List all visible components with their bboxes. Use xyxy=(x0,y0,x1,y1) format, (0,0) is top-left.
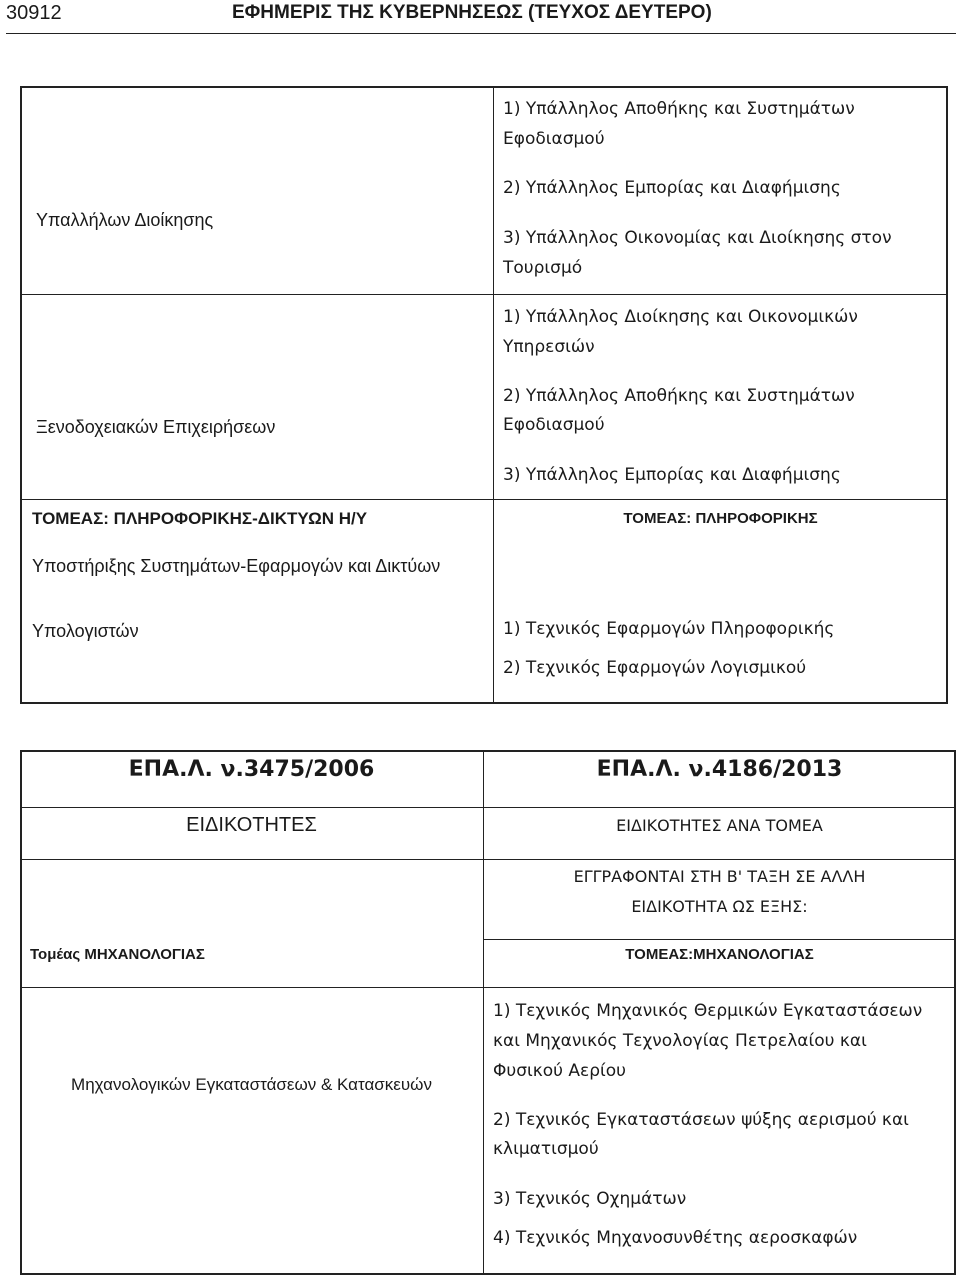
specialty-option: Εφοδιασμού xyxy=(503,415,605,435)
specialty-name: Υποστήριξης Συστημάτων-Εφαρμογών και Δικτύων xyxy=(32,556,441,576)
sector-heading: ΤΟΜΕΑΣ:ΜΗΧΑΝΟΛΟΓΙΑΣ xyxy=(625,946,814,963)
law-heading: ΕΠΑ.Λ. ν.3475/2006 xyxy=(128,757,375,782)
specialty-name: Υπολογιστών xyxy=(32,621,139,641)
specialty-name: Ξενοδοχειακών Επιχειρήσεων xyxy=(36,417,276,437)
table2-row-divider xyxy=(20,859,956,860)
specialty-option: κλιματισμού xyxy=(493,1139,599,1159)
specialty-option: 2) Τεχνικός Εφαρμογών Λογισμικού xyxy=(503,658,807,678)
table1-row-divider xyxy=(20,294,948,295)
specialty-option: 2) Υπάλληλος Εμπορίας και Διαφήμισης xyxy=(503,178,841,198)
law-heading: ΕΠΑ.Λ. ν.4186/2013 xyxy=(596,757,843,782)
enrollment-note: ΕΓΓΡΑΦΟΝΤΑΙ ΣΤΗ Β' ΤΑΞΗ ΣΕ ΑΛΛΗ xyxy=(573,867,866,886)
sector-heading: ΤΟΜΕΑΣ: ΠΛΗΡΟΦΟΡΙΚΗΣ-ΔΙΚΤΥΩΝ Η/Υ xyxy=(32,509,368,528)
specialty-option: και Μηχανικός Τεχνολογίας Πετρελαίου και xyxy=(493,1031,867,1051)
table2-row-divider xyxy=(20,807,956,808)
table1-column-divider xyxy=(493,86,494,704)
specialty-option: 3) Τεχνικός Οχημάτων xyxy=(493,1189,687,1209)
header-rule xyxy=(6,33,956,34)
specialty-option: 2) Υπάλληλος Αποθήκης και Συστημάτων xyxy=(503,386,855,406)
specialty-option: Τουρισμό xyxy=(503,258,583,278)
specialty-name: Μηχανολογικών Εγκαταστάσεων & Κατασκευών xyxy=(71,1075,432,1094)
column-heading: ΕΙΔΙΚΟΤΗΤΕΣ ΑΝΑ ΤΟΜΕΑ xyxy=(616,816,823,835)
gazette-title: ΕΦΗΜΕΡΙΣ ΤΗΣ ΚΥΒΕΡΝΗΣΕΩΣ (ΤΕΥΧΟΣ ΔΕΥΤΕΡΟ) xyxy=(232,2,712,23)
specialty-option: 4) Τεχνικός Μηχανοσυνθέτης αεροσκαφών xyxy=(493,1228,858,1248)
specialty-option: 1) Υπάλληλος Διοίκησης και Οικονομικών xyxy=(503,307,858,327)
table2-row-divider xyxy=(20,987,956,988)
specialty-option: 1) Τεχνικός Μηχανικός Θερμικών Εγκαταστάσεων xyxy=(493,1001,923,1021)
specialty-option: 1) Υπάλληλος Αποθήκης και Συστημάτων xyxy=(503,99,855,119)
specialty-option: 3) Υπάλληλος Εμπορίας και Διαφήμισης xyxy=(503,465,841,485)
specialty-option: 3) Υπάλληλος Οικονομίας και Διοίκησης στον xyxy=(503,228,892,248)
specialty-option: Φυσικού Αερίου xyxy=(493,1061,627,1081)
table2-row-divider xyxy=(483,939,956,940)
specialty-option: Υπηρεσιών xyxy=(503,337,595,357)
specialty-option: Εφοδιασμού xyxy=(503,129,605,149)
column-heading: ΕΙΔΙΚΟΤΗΤΕΣ xyxy=(186,814,317,836)
sector-heading: Τομέας ΜΗΧΑΝΟΛΟΓΙΑΣ xyxy=(30,946,205,963)
page-number: 30912 xyxy=(6,2,62,24)
sector-heading: ΤΟΜΕΑΣ: ΠΛΗΡΟΦΟΡΙΚΗΣ xyxy=(623,510,818,527)
enrollment-note: ΕΙΔΙΚΟΤΗΤΑ ΩΣ ΕΞΗΣ: xyxy=(631,897,808,916)
specialty-name: Υπαλλήλων Διοίκησης xyxy=(36,210,214,230)
specialty-option: 1) Τεχνικός Εφαρμογών Πληροφορικής xyxy=(503,619,835,639)
specialty-option: 2) Τεχνικός Εγκαταστάσεων ψύξης αερισμού και xyxy=(493,1110,909,1130)
table1-row-divider xyxy=(20,499,948,500)
